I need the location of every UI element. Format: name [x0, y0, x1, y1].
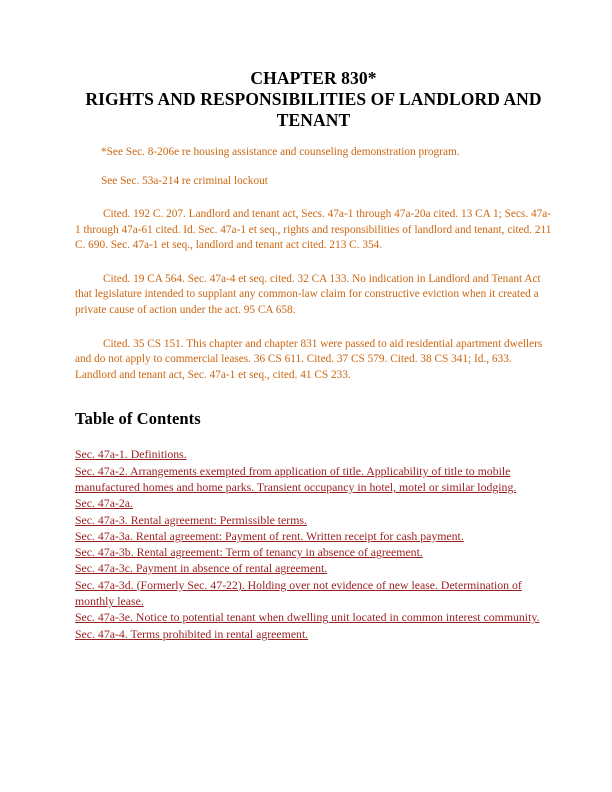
- toc-link-47a-2[interactable]: Sec. 47a-2. Arrangements exempted from application of title. Applicability of title to mobile manufactured homes and home parks. Transient occupancy in hotel, motel or similar lodging.: [75, 463, 517, 494]
- list-item: [75, 446, 552, 462]
- citation-paragraph-2: Cited. 19 CA 564. Sec. 47a-4 et seq. cited. 32 CA 133. No indication in Landlord and Tenant Act that legislature intended to supplant any common-law claim for constructive eviction when it created a private cause of action under the act. 95 CA 658.: [75, 272, 541, 316]
- toc-link-47a-3b[interactable]: Sec. 47a-3b. Rental agreement: Term of tenancy in absence of agreement.: [75, 545, 423, 560]
- citation-paragraph-3: Cited. 35 CS 151. This chapter and chapter 831 were passed to aid residential apartment dwellers and do not apply to commercial leases. 36 CS 611. Cited. 37 CS 579. Cited. 38 CS 341; Id., 633. Landlord and tenant act, Sec. 47a-1 et seq., cited. 41 CS 233.: [75, 337, 543, 381]
- list-item: [75, 626, 552, 642]
- list-item: [75, 512, 552, 528]
- list-item: [75, 609, 552, 625]
- title-line-subject-1: RIGHTS AND RESPONSIBILITIES OF LANDLORD AND: [85, 89, 542, 109]
- toc-link-47a-1[interactable]: Sec. 47a-1. Definitions.: [75, 447, 187, 462]
- table-of-contents-heading: Table of Contents: [75, 409, 201, 429]
- toc-link-47a-2a[interactable]: Sec. 47a-2a.: [75, 496, 133, 511]
- page-title: [75, 68, 552, 131]
- list-item: [75, 528, 552, 544]
- list-item: [75, 495, 552, 511]
- toc-link-47a-3a[interactable]: Sec. 47a-3a. Rental agreement: Payment of rent. Written receipt for cash payment.: [75, 528, 464, 543]
- list-item: [75, 544, 552, 560]
- citation-paragraph-1: Cited. 192 C. 207. Landlord and tenant act, Secs. 47a-1 through 47a-20a cited. 13 CA 1; Secs. 47a-1 through 47a-61 cited. Id. Sec. 47a-1 et seq., rights and responsibilities of landlord and tenant, cited. 211 C. 690. Sec. 47a-1 et seq., landlord and tenant act cited. 213 C. 354.: [75, 208, 552, 252]
- toc-link-47a-3[interactable]: Sec. 47a-3. Rental agreement: Permissible terms.: [75, 512, 307, 527]
- toc-link-47a-3c[interactable]: Sec. 47a-3c. Payment in absence of rental agreement.: [75, 561, 328, 576]
- table-of-contents-list: [75, 446, 552, 642]
- list-item: [75, 577, 552, 610]
- list-item: [75, 560, 552, 576]
- footnote-housing-assistance: *See Sec. 8-206e re housing assistance and counseling demonstration program.: [101, 146, 460, 158]
- list-item: [75, 463, 552, 496]
- title-line-subject-2: TENANT: [276, 110, 351, 130]
- toc-link-47a-3d[interactable]: Sec. 47a-3d. (Formerly Sec. 47-22). Holding over not evidence of new lease. Determination of monthly lease.: [75, 577, 522, 609]
- footnote-criminal-lockout: See Sec. 53a-214 re criminal lockout: [101, 175, 268, 187]
- title-line-chapter: CHAPTER 830*: [250, 68, 377, 88]
- toc-link-47a-4[interactable]: Sec. 47a-4. Terms prohibited in rental agreement.: [75, 626, 309, 641]
- toc-link-47a-3e[interactable]: Sec. 47a-3e. Notice to potential tenant when dwelling unit located in common interest community.: [75, 610, 540, 625]
